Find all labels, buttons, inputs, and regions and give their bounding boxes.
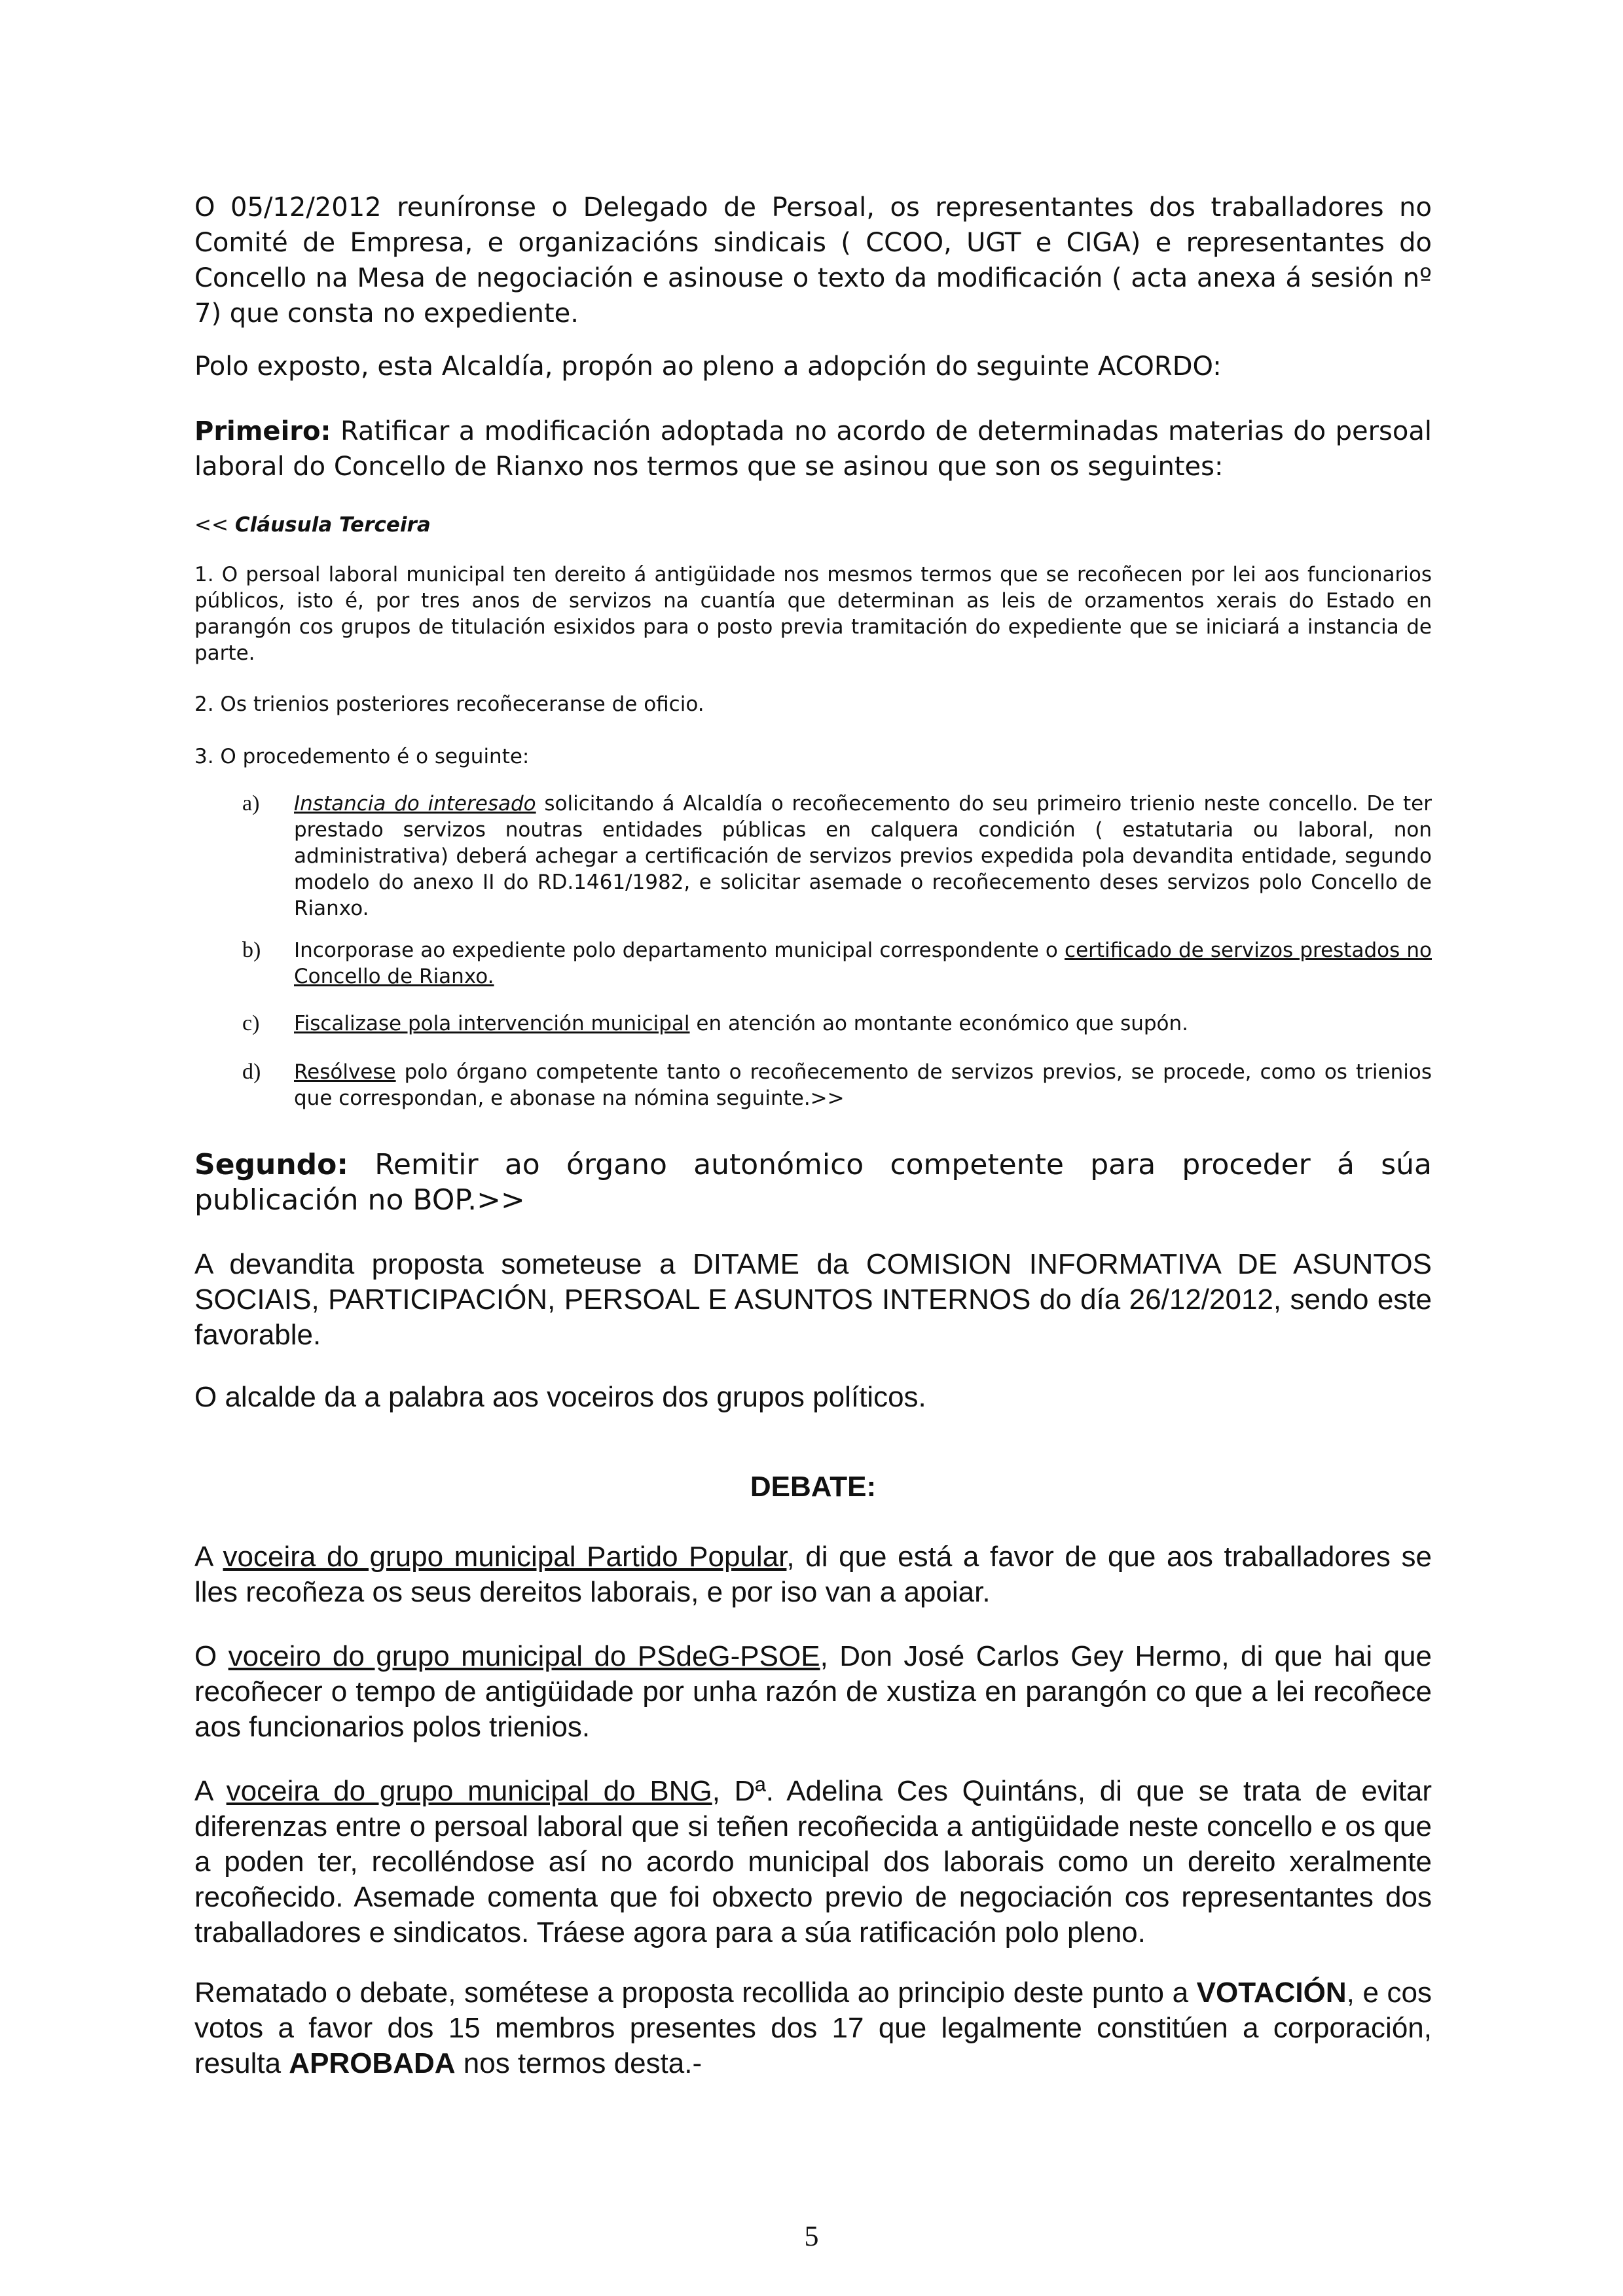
- clause-point-3: 3. O procedemento é o seguinte:: [194, 745, 530, 768]
- item-a-underlined: Instancia do interesado: [294, 792, 536, 816]
- votacion-t2: , e cos votos a favor dos 15 membros presentes dos 17 que legalmente constitúen a corporación, resulta: [194, 1977, 1432, 2079]
- primeiro-text: Ratificar a modificación adoptada no acordo de determinadas materias do persoal laboral do Concello de Rianxo nos termos que se asinou que son os seguintes:: [194, 416, 1432, 482]
- paragraph-segundo: [194, 1147, 1432, 1218]
- item-d-rest: polo órgano competente tanto o recoñecemento de servizos previos, se procede, como os trienios que correspondan, e abonase na nómina seguinte.>>: [294, 1060, 1432, 1110]
- primeiro-label: Primeiro:: [194, 416, 331, 446]
- segundo-label: Segundo:: [194, 1148, 348, 1181]
- paragraph-ditame: A devandita proposta someteuse a DITAME da COMISION INFORMATIVA DE ASUNTOS SOCIAIS, PARTICIPACIÓN, PERSOAL E ASUNTOS INTERNOS do día 26/12/2012, sendo este favorable.: [194, 1248, 1432, 1351]
- item-text: [294, 1011, 1432, 1037]
- aprobada-bold: APROBADA: [289, 2047, 456, 2079]
- clausula-title: Cláusula Terceira: [234, 513, 431, 537]
- psoe-speaker-link: voceiro do grupo municipal do PSdeG-PSOE: [228, 1640, 820, 1672]
- votacion-bold: VOTACIÓN: [1196, 1977, 1347, 2009]
- votacion-t1: Rematado o debate, sométese a proposta recollida ao principio deste punto a: [194, 1977, 1197, 2009]
- item-c-underlined: Fiscalizase pola intervención municipal: [294, 1012, 690, 1035]
- pp-rest: , di que está a favor de que aos traballadores se lles recoñeza os seus dereitos laborais, e por iso van a apoiar.: [194, 1541, 1432, 1608]
- item-c-rest: en atención ao montante económico que supón.: [689, 1012, 1189, 1035]
- page-number: 5: [804, 2220, 819, 2252]
- bng-rest: , Dª. Adelina Ces Quintáns, di que se trata de evitar diferenzas entre o persoal laboral que si teñen recoñecida a antigüidade neste concello e os que a poden ter, recolléndose así no acordo municipal dos laborais como un dereito xeralmente recoñecido. Asemade comenta que foi obxecto previo de negociación cos representantes dos traballadores e sindicatos. Tráese agora para a súa ratificación polo pleno.: [194, 1775, 1432, 1948]
- clause-point-2: 2. Os trienios posteriores recoñeceranse de oficio.: [194, 692, 704, 716]
- clausula-prefix: <<: [194, 513, 235, 537]
- item-d-underlined: Resólvese: [294, 1060, 396, 1084]
- item-b-pre: Incorporase ao expediente polo departamento municipal correspondente o: [294, 939, 1065, 962]
- paragraph-bng: [194, 1774, 1432, 1950]
- paragraph-alcalde: O alcalde da a palabra aos voceiros dos grupos políticos.: [194, 1381, 926, 1413]
- votacion-t3: nos termos desta.-: [455, 2047, 702, 2079]
- debate-heading: DEBATE:: [750, 1471, 877, 1503]
- segundo-text: Remitir ao órgano autonómico competente para proceder á súa publicación no BOP.>>: [194, 1148, 1432, 1217]
- paragraph-pp: [194, 1539, 1432, 1610]
- clausula-heading: [194, 512, 1432, 538]
- paragraph-psoe: [194, 1639, 1432, 1745]
- item-a-rest: solicitando á Alcaldía o recoñecemento do seu primeiro trienio neste concello. De ter prestado servizos noutras entidades públicas en calquera condición ( estatutaria ou laboral, non administrativa) deberá achegar a certificación de servizos previos expedida pola devandita entidade, segundo modelo do anexo II do RD.1461/1982, e solicitar asemade o recoñecemento deses servizos polo Concello de Rianxo.: [294, 792, 1432, 920]
- item-letter: a): [242, 791, 260, 816]
- pp-speaker-link: voceira do grupo municipal Partido Popular: [223, 1541, 787, 1573]
- pp-pre: A: [194, 1541, 223, 1573]
- item-text: [294, 937, 1432, 990]
- paragraph-proposal: Polo exposto, esta Alcaldía, propón ao pleno a adopción do seguinte ACORDO:: [194, 351, 1222, 382]
- item-text: [294, 1059, 1432, 1111]
- procedure-item-d: [243, 1059, 1432, 1111]
- procedure-item-b: [243, 937, 1432, 990]
- item-letter: b): [242, 938, 261, 962]
- paragraph-votacion: [194, 1975, 1432, 2081]
- bng-pre: A: [194, 1775, 227, 1807]
- paragraph-primeiro: [194, 414, 1432, 484]
- clause-point-1: 1. O persoal laboral municipal ten dereito á antigüidade nos mesmos termos que se recoñecen por lei aos funcionarios públicos, isto é, por tres anos de servizos na cuantía que determinan as leis de orzamentos xerais do Estado en parangón cos grupos de titulación esixidos para o posto previa tramitación do expediente que se iniciará a instancia de parte.: [194, 563, 1432, 665]
- item-letter: c): [242, 1011, 260, 1035]
- psoe-rest: , Don José Carlos Gey Hermo, di que hai que recoñecer o tempo de antigüidade por unha razón de xustiza en parangón co que a lei recoñece aos funcionarios polos trienios.: [194, 1640, 1432, 1743]
- procedure-item-c: [243, 1011, 1432, 1037]
- item-b-underlined: certificado de servizos prestados no Concello de Rianxo.: [294, 939, 1432, 988]
- psoe-pre: O: [194, 1640, 228, 1672]
- procedure-item-a: [243, 791, 1432, 922]
- item-text: [294, 791, 1432, 922]
- bng-speaker-link: voceira do grupo municipal do BNG: [226, 1775, 712, 1807]
- paragraph-meeting: O 05/12/2012 reuníronse o Delegado de Persoal, os representantes dos traballadores no Comité de Empresa, e organizacións sindicais ( CCOO, UGT e CIGA) e representantes do Concello na Mesa de negociación e asinouse o texto da modificación ( acta anexa á sesión nº 7) que consta no expediente.: [194, 192, 1432, 329]
- item-letter: d): [242, 1060, 261, 1084]
